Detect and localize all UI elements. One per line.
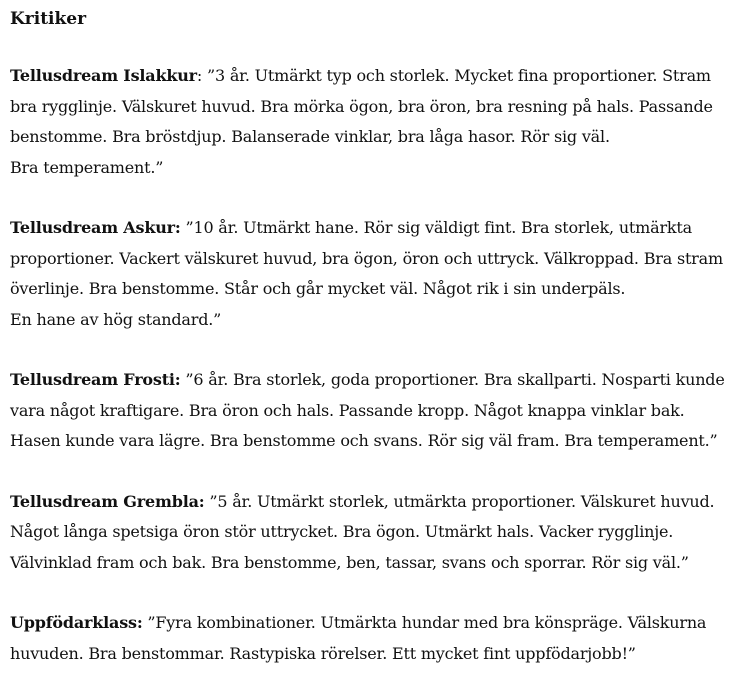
review-uppfodarklass	[10, 608, 726, 669]
review-islakkur	[10, 61, 726, 183]
review-line: Välvinklad fram och bak. Bra benstomme, ben, tassar, svans och sporrar. Rör sig väl.”	[10, 552, 689, 572]
review-line	[10, 487, 726, 518]
spacer	[10, 183, 726, 213]
dog-name: Tellusdream Frosti:	[10, 370, 181, 389]
review-text: ”6 år. Bra storlek, goda proportioner. Bra skallparti. Nosparti kunde	[185, 370, 725, 389]
spacer	[10, 457, 726, 487]
spacer	[10, 578, 726, 608]
dog-name: Tellusdream Grembla:	[10, 491, 205, 511]
review-line: Bra temperament.”	[10, 157, 164, 177]
page-heading: Kritiker	[10, 9, 87, 29]
review-text: ”5 år. Utmärkt storlek, utmärkta proportioner. Välskuret huvud.	[209, 491, 715, 511]
review-line: benstomme. Bra bröstdjup. Balanserade vinklar, bra låga hasor. Rör sig väl.	[10, 127, 610, 146]
review-grembla	[10, 487, 726, 579]
spacer	[10, 30, 726, 61]
review-line: vara något kraftigare. Bra öron och hals. Passande kropp. Något knappa vinklar bak.	[10, 400, 685, 420]
review-line: En hane av hög standard.”	[10, 309, 222, 329]
review-line: proportioner. Vackert välskuret huvud, bra ögon, öron och uttryck. Välkroppad. Bra stram	[10, 248, 723, 268]
name-separator: :	[196, 66, 207, 85]
review-line: överlinje. Bra benstomme. Står och går mycket väl. Något rik i sin underpäls.	[10, 279, 626, 298]
review-line	[10, 61, 726, 92]
review-line: Något långa spetsiga öron stör uttrycket. Bra ögon. Utmärkt hals. Vacker rygglinje.	[10, 522, 674, 541]
review-text: ”10 år. Utmärkt hane. Rör sig väldigt fint. Bra storlek, utmärkta	[185, 218, 692, 237]
review-line: huvuden. Bra benstommar. Rastypiska rörelser. Ett mycket fint uppfödarjobb!”	[10, 643, 636, 663]
review-text: ”3 år. Utmärkt typ och storlek. Mycket fina proportioner. Stram	[206, 66, 711, 85]
class-name: Uppfödarklass:	[10, 613, 143, 632]
dog-name: Tellusdream Askur:	[10, 218, 181, 237]
dog-name: Tellusdream Islakkur	[10, 66, 197, 85]
review-line: Hasen kunde vara lägre. Bra benstomme och svans. Rör sig väl fram. Bra temperament.”	[10, 431, 718, 450]
review-line: bra rygglinje. Välskuret huvud. Bra mörka ögon, bra öron, bra resning på hals. Passande	[10, 96, 713, 116]
review-askur	[10, 213, 726, 335]
document	[10, 8, 726, 669]
review-text: ”Fyra kombinationer. Utmärkta hundar med bra könspräge. Välskurna	[147, 613, 707, 632]
spacer	[10, 335, 726, 365]
review-frosti	[10, 365, 726, 457]
review-line	[10, 213, 726, 244]
review-line	[10, 608, 726, 639]
review-line	[10, 365, 726, 396]
